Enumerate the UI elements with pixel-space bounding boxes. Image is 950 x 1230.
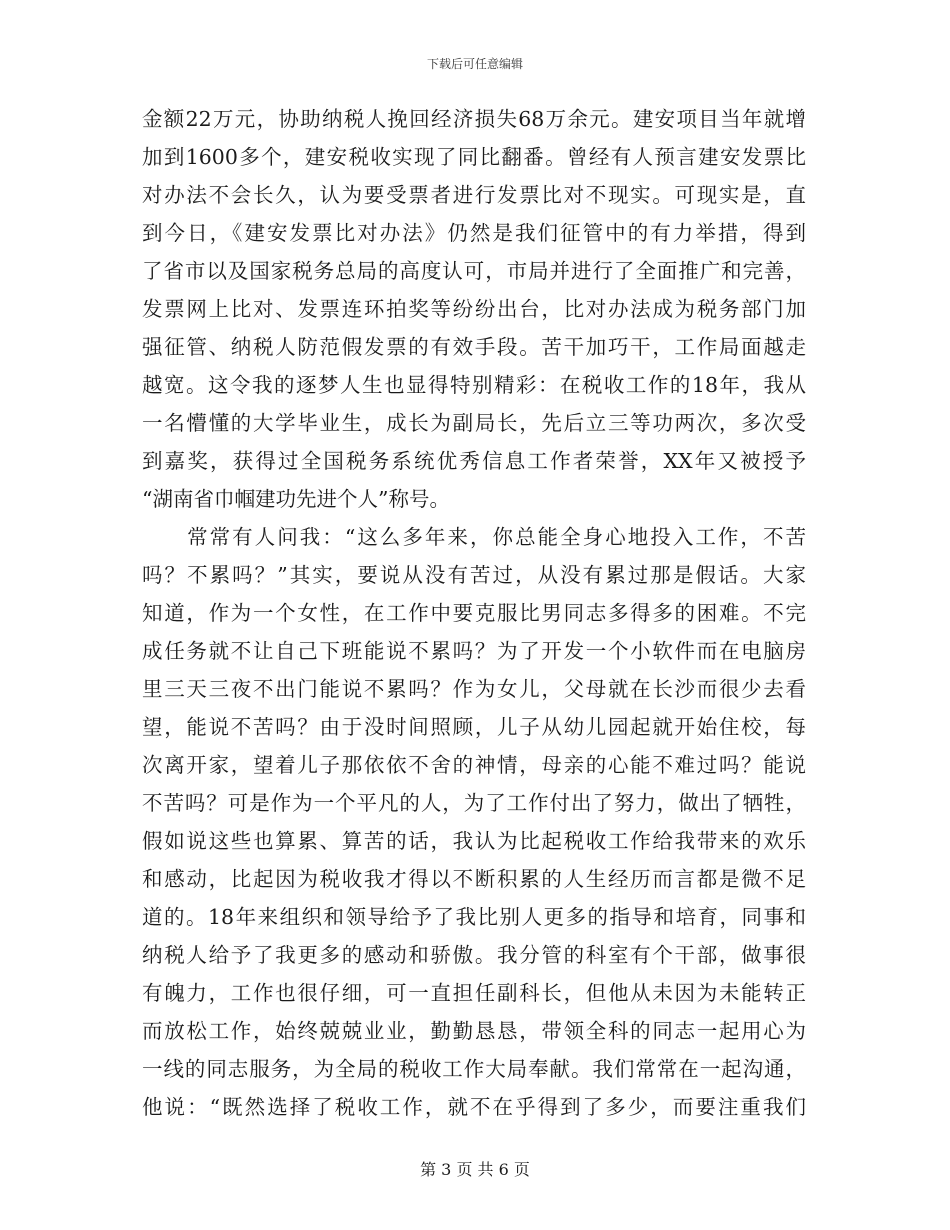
text-line: 常常有人问我：“这么多年来，你总能全身心地投入工作，不苦 <box>142 525 806 549</box>
text-line: 到今日，《建安发票比对办法》仍然是我们征管中的有力举措，得到 <box>142 221 806 245</box>
text-line: 加到1600多个，建安税收实现了同比翻番。曾经有人预言建安发票比 <box>142 145 806 169</box>
text-line: 假如说这些也算累、算苦的话，我认为比起税收工作给我带来的欢乐 <box>142 829 806 853</box>
text-line: 强征管、纳税人防范假发票的有效手段。苦干加巧干，工作局面越走 <box>142 335 806 359</box>
text-line: 越宽。这令我的逐梦人生也显得特别精彩：在税收工作的18年，我从 <box>142 373 806 397</box>
text-line: 了省市以及国家税务总局的高度认可，市局并进行了全面推广和完善， <box>142 259 806 283</box>
text-line: 一线的同志服务，为全局的税收工作大局奉献。我们常常在一起沟通， <box>142 1057 806 1081</box>
text-line: 望，能说不苦吗？由于没时间照顾，儿子从幼儿园起就开始住校，每 <box>142 715 806 739</box>
text-line: 道的。18年来组织和领导给予了我比别人更多的指导和培育，同事和 <box>142 905 806 929</box>
text-line: 他说：“既然选择了税收工作，就不在乎得到了多少，而要注重我们 <box>142 1095 806 1119</box>
text-line: 而放松工作，始终兢兢业业，勤勤恳恳，带领全科的同志一起用心为 <box>142 1019 806 1043</box>
text-line: 到嘉奖，获得过全国税务系统优秀信息工作者荣誉，XX年又被授予 <box>142 449 806 473</box>
text-line: 里三天三夜不出门能说不累吗？作为女儿，父母就在长沙而很少去看 <box>142 677 806 701</box>
text-line: “湖南省巾帼建功先进个人”称号。 <box>142 487 450 511</box>
text-line: 不苦吗？可是作为一个平凡的人，为了工作付出了努力，做出了牺牲， <box>142 791 806 815</box>
text-line: 金额22万元，协助纳税人挽回经济损失68万余元。建安项目当年就增 <box>142 107 806 131</box>
text-line: 吗？不累吗？”其实，要说从没有苦过，从没有累过那是假话。大家 <box>142 563 806 587</box>
text-line: 发票网上比对、发票连环拍奖等纷纷出台，比对办法成为税务部门加 <box>142 297 806 321</box>
text-line: 一名懵懂的大学毕业生，成长为副局长，先后立三等功两次，多次受 <box>142 411 806 435</box>
text-line: 纳税人给予了我更多的感动和骄傲。我分管的科室有个干部，做事很 <box>142 943 806 967</box>
text-line: 成任务就不让自己下班能说不累吗？为了开发一个小软件而在电脑房 <box>142 639 806 663</box>
document-body <box>142 100 806 1126</box>
text-line: 次离开家，望着儿子那依依不舍的神情，母亲的心能不难过吗？能说 <box>142 753 806 777</box>
page-number-footer: 第 3 页 共 6 页 <box>420 1160 530 1179</box>
text-line: 有魄力，工作也很仔细，可一直担任副科长，但他从未因为未能转正 <box>142 981 806 1005</box>
text-line: 和感动，比起因为税收我才得以不断积累的人生经历而言都是微不足 <box>142 867 806 891</box>
text-line: 对办法不会长久，认为要受票者进行发票比对不现实。可现实是，直 <box>142 183 806 207</box>
text-line: 知道，作为一个女性，在工作中要克服比男同志多得多的困难。不完 <box>142 601 806 625</box>
page-header: 下载后可任意编辑 <box>426 57 523 71</box>
